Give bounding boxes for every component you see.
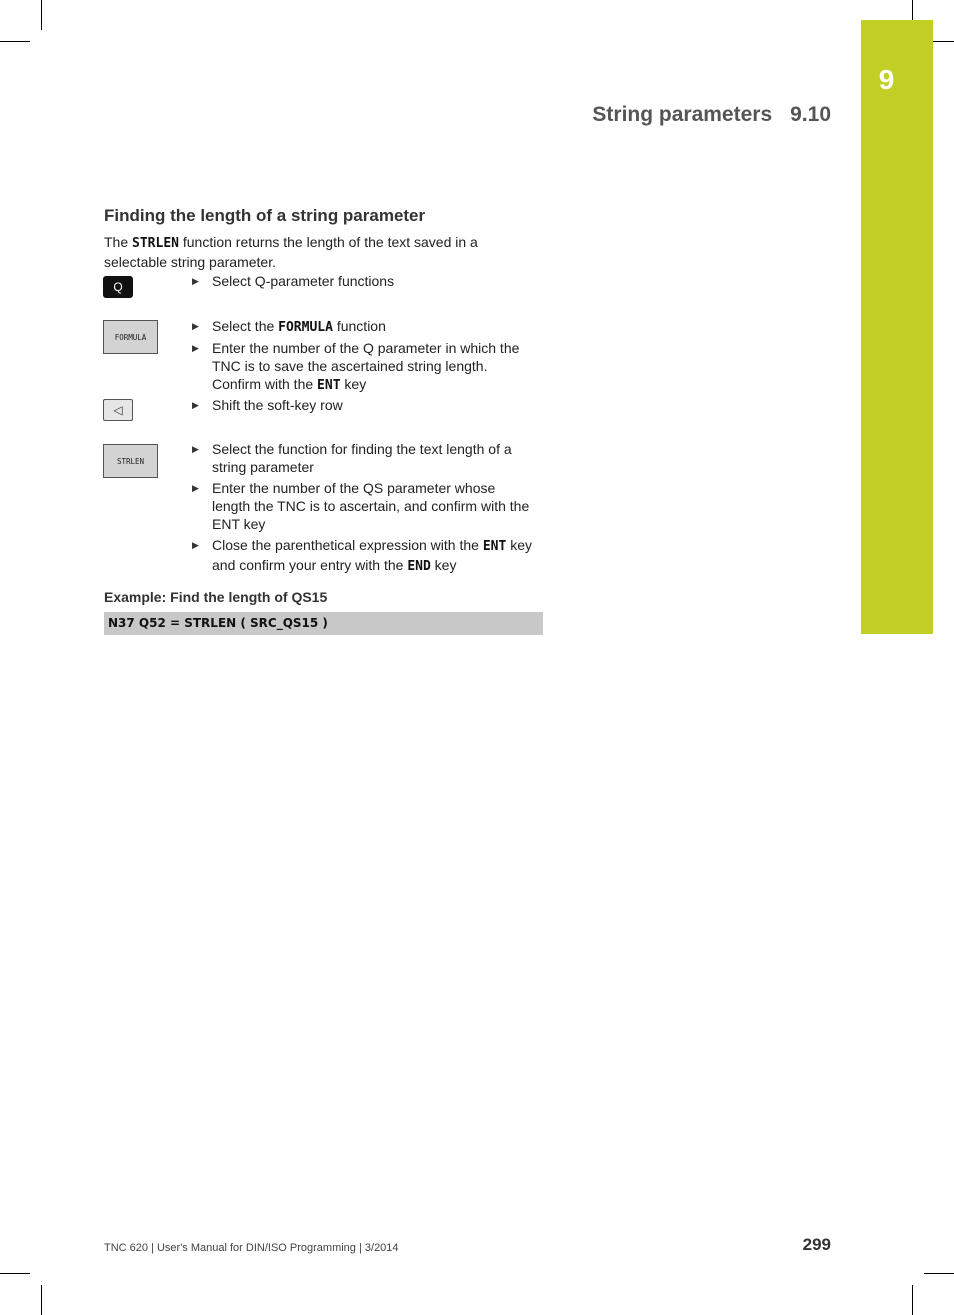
step-item [192,440,537,476]
intro-text: The [104,234,133,250]
step-text-part: key and confirm your entry with the [212,537,532,573]
step-code: ENT [317,378,341,393]
triangle-left-icon: ◁ [113,403,123,417]
step-text: Select Q-parameter functions [212,273,395,289]
step-text: Enter the number of the QS parameter whose length the TNC is to ascertain, and confirm with the ENT key [212,480,530,532]
step-text: Select the function for finding the text length of a string parameter [212,441,512,475]
step-text-part: key [430,557,457,573]
section-heading: Finding the length of a string parameter [104,206,426,225]
triangle-right-icon: ▶ [192,321,199,331]
running-head-section: 9.10 [790,103,831,126]
step-item [192,479,537,533]
step-text-part: Select the [212,318,279,334]
step-text [212,317,537,337]
example-code-block: N37 Q52 = STRLEN ( SRC_QS15 ) [104,612,543,635]
step-text [212,536,537,576]
crop-mark [41,1285,42,1315]
triangle-right-icon: ▶ [192,483,199,493]
triangle-right-icon: ▶ [192,444,199,454]
crop-mark [0,41,30,42]
step-text: Shift the soft-key row [212,397,343,413]
crop-mark [41,0,42,30]
strlen-softkey: STRLEN [103,444,158,478]
crop-mark [924,1273,954,1274]
intro-text: function returns the length of the text saved in a selectable string parameter. [104,234,478,270]
step-code: END [407,559,431,574]
step-text [212,339,537,395]
step-text-part: function [332,318,386,334]
step-text-part: key [340,376,367,392]
step-text-part: Close the parenthetical expression with the [212,537,483,553]
intro-paragraph [104,233,524,271]
running-head [592,103,831,127]
example-title: Example: Find the length of QS15 [104,589,328,605]
intro-code: STRLEN [132,236,179,251]
page-number: 299 [802,1235,831,1254]
chapter-tab [861,20,933,634]
chapter-number: 9 [878,64,895,95]
step-code: FORMULA [278,320,333,335]
step-text-part: Enter the number of the Q parameter in which the TNC is to save the ascertained string length. Confirm with the [212,340,520,392]
step-item [192,317,537,337]
step-item [192,396,537,414]
step-item [192,536,537,576]
running-head-title: String parameters [592,103,773,126]
crop-mark [912,1285,913,1315]
triangle-right-icon: ▶ [192,400,199,410]
shift-softkey-row-key [103,399,133,421]
q-key: Q [103,276,133,298]
step-item [192,272,537,290]
crop-mark [0,1273,30,1274]
formula-softkey: FORMULA [103,320,158,354]
step-code: ENT [482,539,507,554]
triangle-right-icon: ▶ [192,276,199,286]
triangle-right-icon: ▶ [192,343,199,353]
triangle-right-icon: ▶ [192,540,199,550]
footer-text: TNC 620 | User's Manual for DIN/ISO Programming | 3/2014 [104,1242,399,1254]
step-item [192,339,537,395]
